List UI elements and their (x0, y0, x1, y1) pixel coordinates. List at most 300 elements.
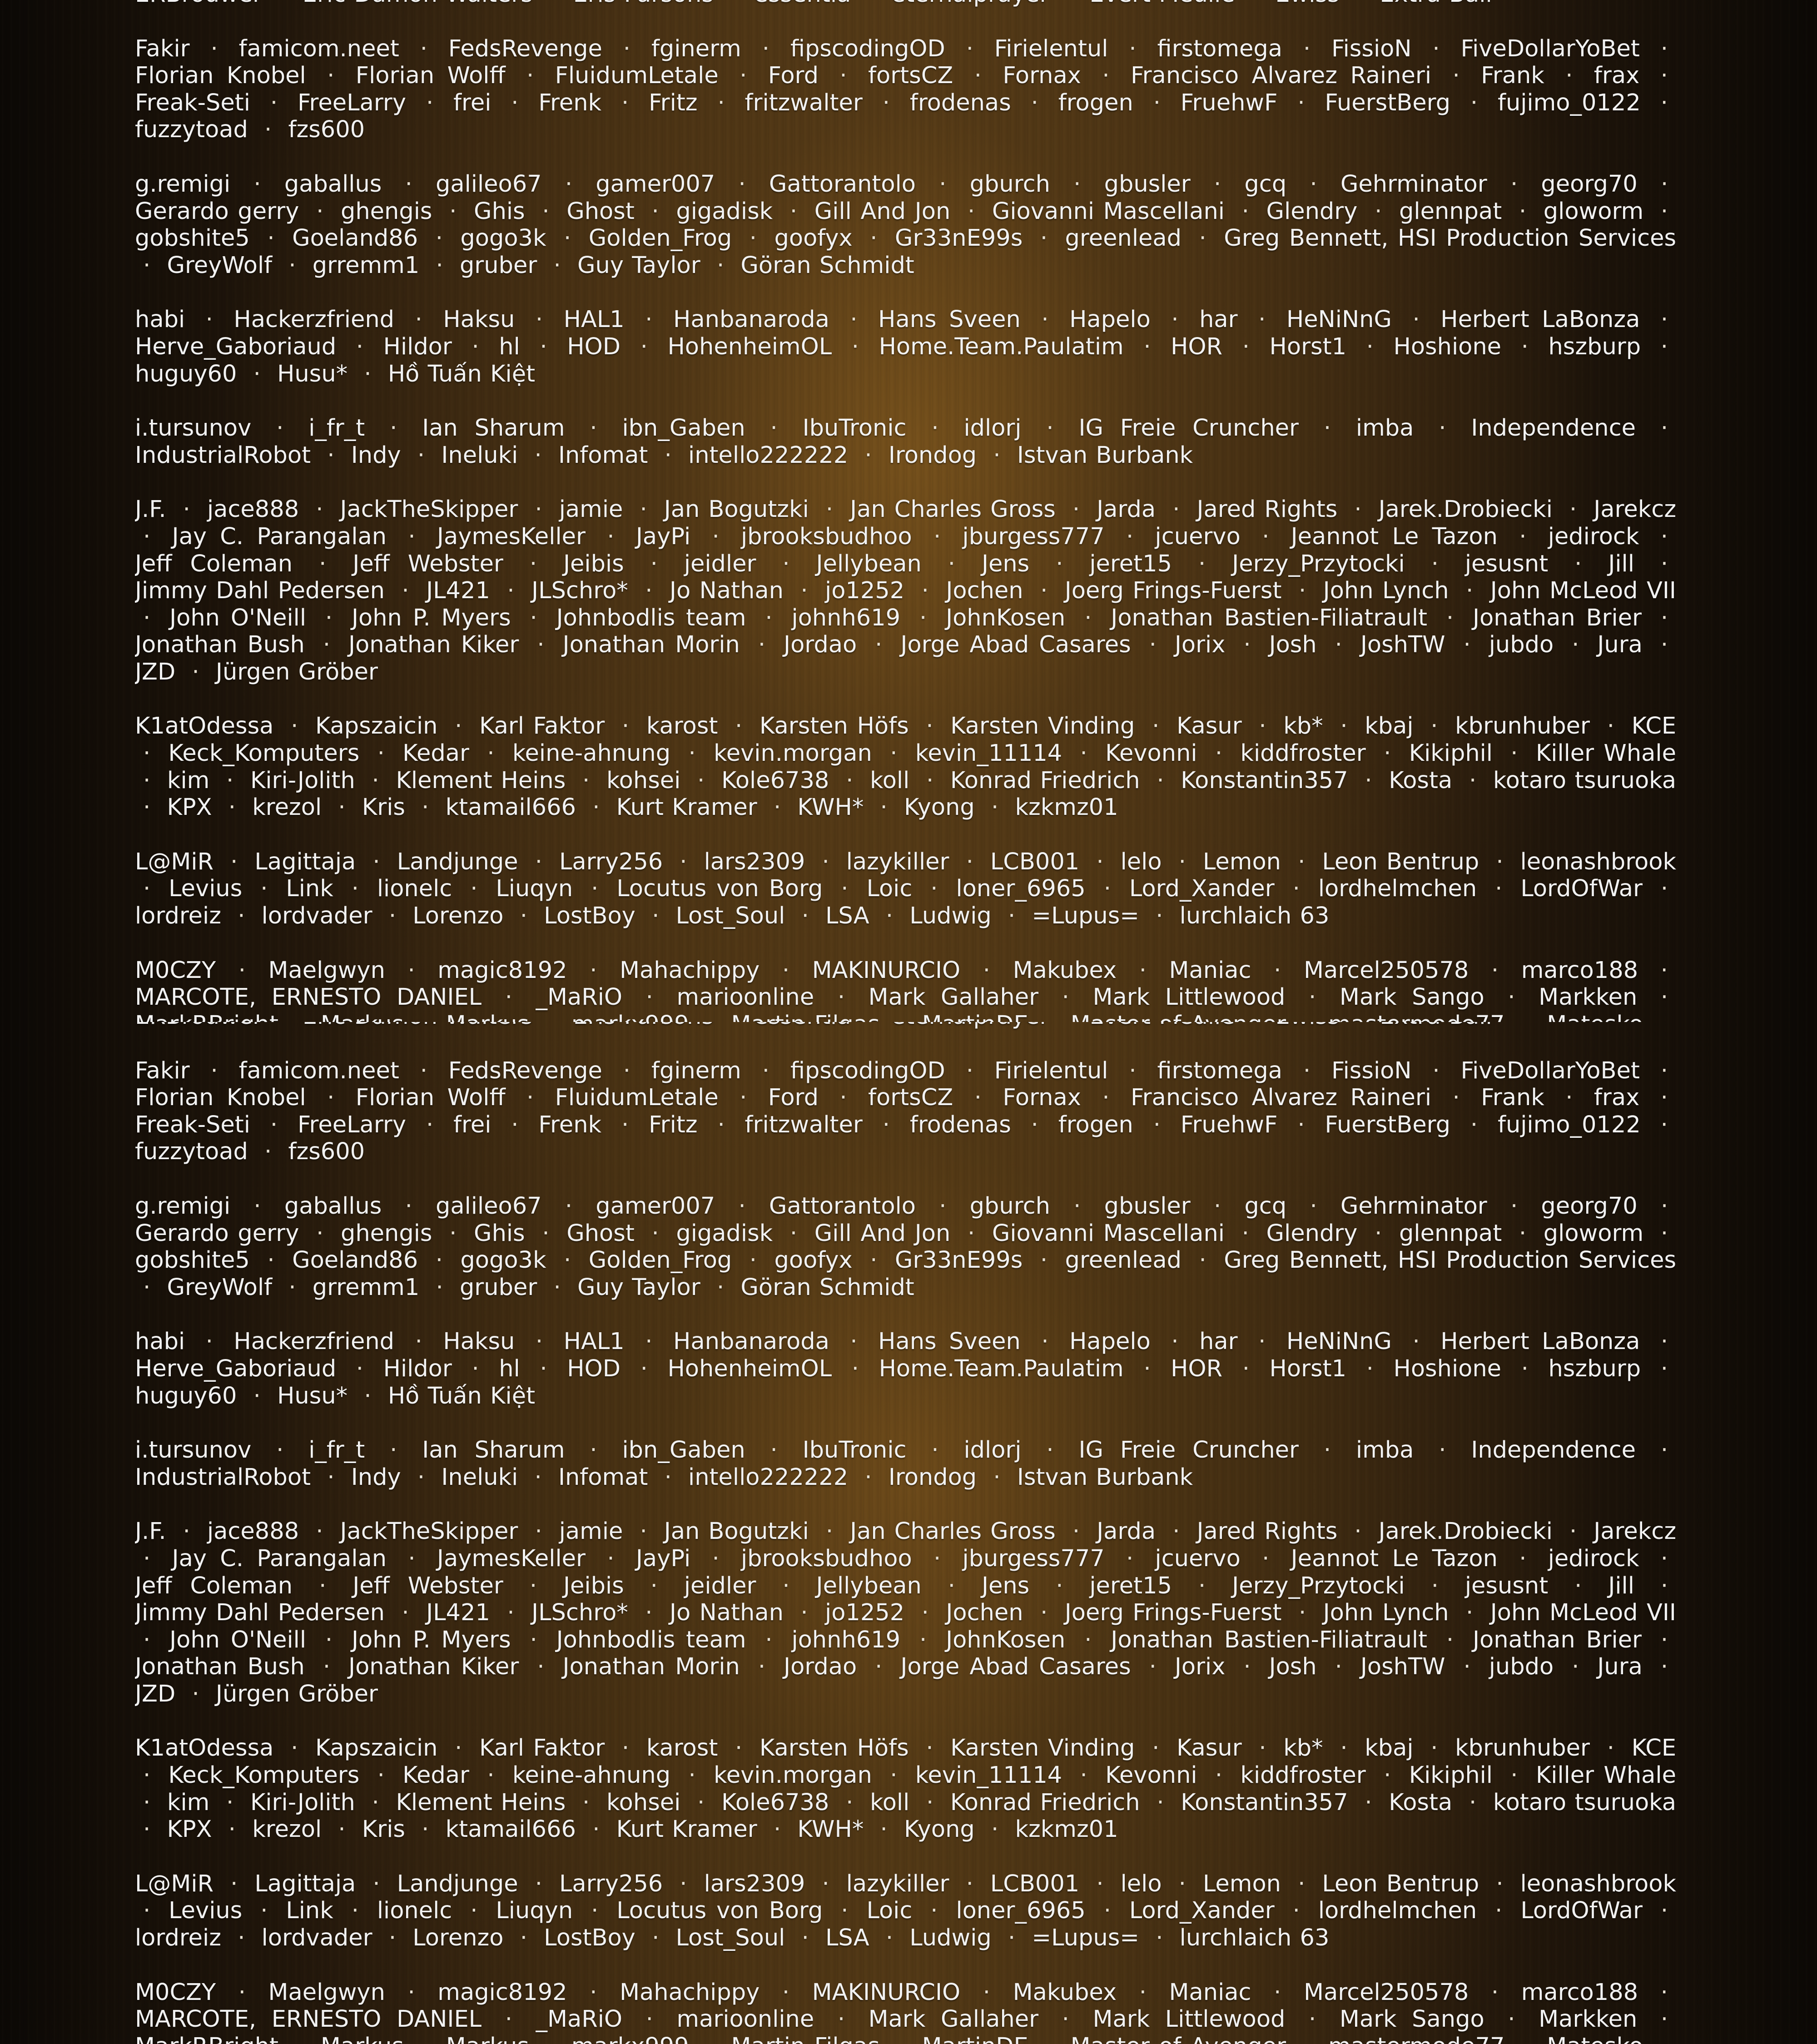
separator-dot: · (1502, 1762, 1526, 1789)
separator-dot: · (330, 794, 353, 821)
separator-dot: · (614, 1735, 637, 1761)
contributor-name: Herbert LaBonza (1440, 1328, 1640, 1355)
separator-dot: · (1135, 1355, 1159, 1382)
separator-dot: · (1033, 1328, 1057, 1355)
contributor-name: L@MiR (135, 1870, 213, 1897)
contributor-name: marco188 (1521, 957, 1638, 984)
contributor-name: Jimmy Dahl Pedersen (135, 1599, 385, 1626)
separator-dot: · (1144, 713, 1167, 739)
separator-dot: · (202, 1057, 226, 1084)
separator-dot: · (862, 1247, 885, 1274)
separator-dot: · (1358, 333, 1382, 360)
contributor-name: Irondog (889, 1464, 977, 1491)
contributor-name: frei (453, 89, 491, 116)
contributor-name: Kasur (1177, 713, 1242, 739)
separator-dot: · (369, 740, 393, 767)
separator-dot: · (1088, 1870, 1112, 1897)
contributor-name: fujimo_0122 (1498, 1111, 1641, 1138)
separator-dot: · (268, 1437, 292, 1464)
separator-dot: · (983, 1816, 1007, 1843)
separator-dot: · (1499, 2006, 1523, 2033)
separator-dot: · (413, 1816, 437, 1843)
separator-dot: · (1144, 1735, 1167, 1761)
separator-dot: · (1332, 1735, 1355, 1761)
separator-dot: · (1234, 333, 1258, 360)
contributor-name: jeret15 (1089, 1573, 1172, 1599)
contributor-name: fortsCZ (868, 62, 953, 89)
contributor-name: FruehwF (1181, 1111, 1278, 1138)
contributor-name: FissioN (1331, 1057, 1411, 1084)
separator-dot: · (531, 333, 555, 360)
separator-dot: · (958, 1057, 982, 1084)
separator-dot: · (918, 1735, 941, 1761)
contributor-name: fipscodingOD (790, 35, 945, 62)
separator-dot: · (1145, 89, 1169, 116)
contributor-name: FluidumLetale (555, 62, 719, 89)
contributor-name: marco188 (1521, 1979, 1638, 2006)
contributor-name: Konstantin357 (1181, 1789, 1348, 1816)
contributor-name: Mark Sango (1340, 2006, 1484, 2033)
contributor-name: JL421 (426, 1599, 490, 1626)
separator-dot: · (356, 1383, 379, 1409)
contributor-name: gogo3k (460, 1247, 546, 1274)
separator-dot: · (613, 89, 637, 116)
separator-dot: · (522, 605, 546, 631)
contributor-name: Horst1 (1270, 1355, 1347, 1382)
contributor-name: keine-ahnung (512, 1762, 670, 1789)
contributor-name: Guy Taylor (577, 1274, 700, 1301)
separator-dot: · (709, 252, 732, 279)
contributor-name: har (1199, 306, 1238, 333)
separator-dot: · (462, 875, 486, 902)
separator-dot: · (534, 198, 557, 225)
separator-dot: · (512, 903, 536, 929)
contributor-name: Kapszaicin (315, 713, 437, 739)
contributor-name: Lost_Soul (676, 1925, 785, 1951)
separator-dot: · (704, 1545, 727, 1572)
separator-dot: · (1422, 1735, 1446, 1761)
separator-dot: · (268, 415, 292, 442)
contributor-name: KPX (167, 794, 212, 821)
separator-dot: · (1207, 740, 1231, 767)
separator-dot: · (689, 1789, 713, 1816)
separator-dot: · (727, 713, 750, 739)
separator-dot: · (256, 116, 280, 143)
separator-dot: · (925, 523, 949, 550)
separator-dot: · (1163, 1328, 1187, 1355)
separator-dot: · (280, 252, 304, 279)
contributor-name: jubdo (1489, 1653, 1554, 1680)
separator-dot: · (1000, 1925, 1023, 1951)
separator-dot: · (308, 1518, 331, 1545)
separator-dot: · (135, 1545, 159, 1572)
contributor-name: Infomat (558, 442, 648, 469)
contributor-name: FuerstBerg (1325, 89, 1450, 116)
contributor-name: Kyong (904, 1816, 975, 1843)
separator-dot: · (1487, 1897, 1510, 1924)
separator-dot: · (1191, 225, 1215, 252)
separator-dot: · (754, 1057, 778, 1084)
contributor-name: John Lynch (1323, 1599, 1449, 1626)
contributor-name: fginerm (651, 35, 741, 62)
contributor-name: hl (499, 333, 520, 360)
separator-dot: · (1000, 903, 1023, 929)
separator-dot: · (1171, 848, 1194, 875)
separator-dot: · (382, 1437, 405, 1464)
contributor-name: Indy (351, 1464, 401, 1491)
contributor-name: Markken (1539, 984, 1637, 1011)
separator-dot: · (198, 1328, 221, 1355)
contributor-name: jubdo (1489, 631, 1554, 658)
contributor-name: Jorix (1175, 1653, 1226, 1680)
contributor-name: lionelc (377, 875, 452, 902)
separator-dot: · (794, 1925, 817, 1951)
separator-dot: · (1147, 903, 1171, 929)
contributor-name: galileo67 (436, 171, 542, 198)
separator-dot: · (765, 794, 789, 821)
contributor-name: magic8192 (437, 1979, 567, 2006)
contributor-name: JayPi (636, 1545, 690, 1572)
separator-dot: · (829, 984, 853, 1011)
contributor-name: Husu* (277, 1383, 348, 1409)
contributor-name: =Lupus= (1032, 1925, 1139, 1951)
contributor-name: Kedar (402, 1762, 469, 1789)
separator-dot: · (1653, 171, 1676, 198)
separator-dot: · (198, 306, 221, 333)
contributor-name: Jens (982, 1573, 1029, 1599)
contributor-name: Gill And Jon (814, 1220, 951, 1247)
separator-dot: · (574, 767, 598, 794)
separator-dot: · (794, 903, 817, 929)
contributor-name: Jonathan Bastien-Filiatrault (1111, 605, 1427, 631)
contributor-name: Jeannot Le Tazon (1291, 1545, 1498, 1572)
separator-dot: · (1032, 1247, 1056, 1274)
contributor-name: kotaro tsuruoka (1493, 767, 1676, 794)
contributor-name: Larry256 (559, 1870, 663, 1897)
separator-dot: · (311, 1573, 334, 1599)
contributor-name: Lorenzo (412, 903, 503, 929)
contributor-name: LostBoy (544, 903, 635, 929)
contributor-name: Mark Littlewood (1092, 984, 1285, 1011)
separator-dot: · (1502, 171, 1526, 198)
contributor-name: FreeLarry (298, 1111, 406, 1138)
separator-dot: · (872, 1816, 896, 1843)
separator-dot: · (319, 1464, 343, 1491)
separator-dot: · (833, 875, 856, 902)
contributor-name: glennpat (1399, 198, 1502, 225)
separator-dot: · (923, 415, 947, 442)
separator-dot: · (1076, 605, 1100, 631)
contributor-name: _MaRiO (536, 2006, 623, 2033)
contributor-name: Mark Gallaher (869, 2006, 1038, 2033)
contributor-name: Mahachippy (620, 957, 760, 984)
contributor-name: Herve_Gaboriaud (135, 1355, 336, 1382)
separator-dot: · (1234, 1355, 1258, 1382)
separator-dot: · (1356, 767, 1380, 794)
contributor-name: Hapelo (1069, 1328, 1151, 1355)
contributor-name: Jonathan Brier (1473, 605, 1642, 631)
separator-dot: · (462, 1897, 486, 1924)
contributor-name: IG Freie Cruncher (1078, 415, 1299, 442)
contributor-name: i_fr_t (308, 1437, 365, 1464)
contributor-name: Karsten Höfs (760, 713, 909, 739)
contributor-name: Gerardo gerry (135, 1220, 299, 1247)
separator-dot: · (1561, 496, 1585, 523)
contributor-name: HOD (567, 1355, 621, 1382)
separator-dot: · (975, 1979, 998, 2006)
contributor-name: Ludwig (909, 903, 991, 929)
contributor-name: g.remigi (135, 1193, 230, 1220)
contributor-name: Ineluki (441, 1464, 518, 1491)
contributor-name: Jay C. Parangalan (172, 523, 387, 550)
separator-dot: · (479, 740, 502, 767)
contributor-name: Maniac (1169, 1979, 1251, 2006)
contributor-name: Kris (362, 1816, 405, 1843)
separator-dot: · (556, 1247, 579, 1274)
separator-dot: · (317, 1627, 341, 1653)
separator-dot: · (644, 1220, 667, 1247)
separator-dot: · (1564, 631, 1587, 658)
separator-dot: · (1653, 1084, 1676, 1111)
separator-dot: · (463, 333, 487, 360)
separator-dot: · (330, 1816, 353, 1843)
separator-dot: · (581, 415, 605, 442)
contributor-name: kim (167, 767, 209, 794)
separator-dot: · (985, 1464, 1008, 1491)
contributor-name: Josh (1269, 631, 1317, 658)
separator-dot: · (526, 1464, 550, 1491)
contributor-name: lars2309 (704, 1870, 805, 1897)
separator-dot: · (1653, 89, 1676, 116)
separator-dot: · (262, 1111, 286, 1138)
separator-dot: · (479, 1762, 502, 1789)
contributor-name: kzkmz01 (1015, 1816, 1118, 1843)
contributor-name: Hans Sveen (878, 1328, 1021, 1355)
contributor-name: K1atOdessa (135, 713, 273, 739)
separator-dot: · (757, 605, 780, 631)
contributor-name: famicom.neet (239, 35, 399, 62)
separator-dot: · (135, 740, 159, 767)
contributor-name: Kevonni (1105, 1762, 1197, 1789)
contributor-name: kbaj (1365, 713, 1413, 739)
contributor-name: Glendry (1266, 1220, 1358, 1247)
separator-dot: · (1316, 415, 1339, 442)
separator-dot: · (1289, 89, 1313, 116)
separator-dot: · (1289, 1111, 1313, 1138)
contributor-name: Fakir (135, 35, 190, 62)
separator-dot: · (1653, 1627, 1676, 1653)
contributor-name: Kikiphil (1409, 1762, 1493, 1789)
contributor-name: Jeff Webster (352, 551, 503, 577)
contributor-name: LordOfWar (1520, 875, 1643, 902)
separator-dot: · (762, 1437, 786, 1464)
separator-dot: · (671, 1870, 695, 1897)
separator-dot: · (581, 1437, 605, 1464)
contributor-name: johnh619 (791, 1627, 900, 1653)
separator-dot: · (1653, 1897, 1676, 1924)
contributor-name: LCB001 (990, 848, 1079, 875)
contributor-name: kevin_11114 (915, 1762, 1062, 1789)
contributor-name: jace888 (207, 1518, 299, 1545)
contributor-name: Goeland86 (292, 1247, 418, 1274)
contributor-name: Frenk (538, 1111, 601, 1138)
contributor-name: kohsei (606, 767, 680, 794)
contributor-name: Jochen (946, 1599, 1023, 1626)
contributor-name: HAL1 (564, 1328, 625, 1355)
separator-dot: · (1207, 1762, 1231, 1789)
separator-dot: · (842, 1328, 865, 1355)
contributor-name: Jarekcz (1594, 1518, 1676, 1545)
contributor-name: Jarekcz (1594, 496, 1676, 523)
separator-dot: · (913, 577, 937, 604)
separator-dot: · (782, 1220, 805, 1247)
contributor-name: fuzzytoad (135, 1138, 248, 1165)
contributor-name: Karl Faktor (479, 713, 605, 739)
separator-dot: · (1653, 631, 1676, 658)
contributor-name: i.tursunov (135, 1437, 251, 1464)
separator-dot: · (534, 1220, 557, 1247)
separator-dot: · (1653, 984, 1676, 1011)
contributor-name: Ford (768, 62, 819, 89)
separator-dot: · (343, 1897, 367, 1924)
contributor-name: Jorge Abad Casares (900, 1653, 1131, 1680)
contributor-name: LCB001 (990, 1870, 1079, 1897)
separator-dot: · (757, 1627, 780, 1653)
contributor-name: Gr33nE99s (895, 1247, 1023, 1274)
contributor-name: IndustrialRobot (135, 1464, 311, 1491)
separator-dot: · (1511, 1220, 1534, 1247)
separator-dot: · (1488, 1870, 1511, 1897)
separator-dot: · (1375, 740, 1399, 767)
separator-dot: · (1358, 1355, 1382, 1382)
contributor-name: Ludwig (909, 1925, 991, 1951)
contributor-name: Jeibis (563, 1573, 624, 1599)
contributor-name: fipscodingOD (790, 1057, 945, 1084)
contributor-name: fritzwalter (745, 1111, 863, 1138)
separator-dot: · (1131, 957, 1155, 984)
separator-dot: · (959, 1220, 983, 1247)
separator-dot: · (1511, 198, 1534, 225)
separator-dot: · (407, 306, 431, 333)
contributor-name: Johnbodlis team (556, 605, 746, 631)
separator-dot: · (867, 631, 890, 658)
separator-dot: · (319, 62, 343, 89)
contributor-name: har (1199, 1328, 1238, 1355)
contributor-name: Marcel250578 (1304, 1979, 1469, 2006)
contributor-name: Jay C. Parangalan (172, 1545, 387, 1572)
contributor-name: Kurt Kramer (616, 1816, 757, 1843)
separator-dot: · (792, 577, 816, 604)
separator-dot: · (1511, 1545, 1534, 1572)
contributor-name: goofyx (774, 225, 853, 252)
contributor-name: jace888 (207, 496, 299, 523)
separator-dot: · (1653, 605, 1676, 631)
contributor-name: jeidler (684, 551, 756, 577)
separator-dot: · (882, 1762, 905, 1789)
contributor-name: FiveDollarYoBet (1460, 35, 1639, 62)
contributor-name: Infomat (558, 1464, 648, 1491)
contributor-name: Jared Rights (1196, 496, 1337, 523)
separator-dot: · (1511, 523, 1534, 550)
contributor-name: Lemon (1203, 848, 1281, 875)
contributor-name: frogen (1058, 89, 1133, 116)
contributor-name: John P. Myers (352, 1627, 511, 1653)
separator-dot: · (1366, 198, 1390, 225)
separator-dot: · (348, 333, 372, 360)
contributor-name: Kosta (1389, 1789, 1452, 1816)
contributor-name: JLSchro* (531, 577, 628, 604)
contributor-name: K1atOdessa (135, 1735, 273, 1761)
contributor-name: FuerstBerg (1325, 1111, 1450, 1138)
contributor-name: glennpat (1399, 1220, 1502, 1247)
contributor-name: Frenk (538, 89, 601, 116)
contributor-name: grremm1 (313, 252, 419, 279)
separator-dot: · (184, 1681, 207, 1707)
separator-dot: · (1566, 1573, 1590, 1599)
contributor-name: L@MiR (135, 848, 213, 875)
separator-dot: · (1462, 89, 1486, 116)
contributor-name: lordreiz (135, 903, 221, 929)
contributor-name: JaymesKeller (437, 523, 586, 550)
separator-dot: · (230, 957, 254, 984)
separator-dot: · (441, 198, 465, 225)
separator-dot: · (931, 171, 954, 198)
separator-dot: · (308, 496, 331, 523)
separator-dot: · (1295, 1057, 1319, 1084)
contributor-name: Jürgen Gröber (216, 1681, 378, 1707)
separator-dot: · (522, 1627, 546, 1653)
contributor-name: Hildor (383, 1355, 452, 1382)
separator-dot: · (831, 62, 855, 89)
contributor-name: lordvader (262, 1925, 372, 1951)
contributor-name: Jeff Webster (352, 1573, 503, 1599)
contributor-name: Haksu (443, 306, 515, 333)
separator-dot: · (1356, 1789, 1380, 1816)
contributor-name: Indy (351, 442, 401, 469)
separator-dot: · (413, 794, 437, 821)
separator-dot: · (918, 713, 941, 739)
contributor-name: Karsten Vinding (950, 713, 1135, 739)
contributor-name: jbrooksbudhoo (741, 523, 912, 550)
contributor-name: GreyWolf (167, 1274, 272, 1301)
separator-dot: · (940, 1573, 963, 1599)
contributor-name: jedirock (1548, 523, 1639, 550)
contributor-name: jamie (559, 496, 623, 523)
separator-dot: · (557, 1193, 581, 1220)
separator-dot: · (400, 1979, 423, 2006)
contributor-name: Locutus von Borg (616, 1897, 823, 1924)
separator-dot: · (1430, 1437, 1454, 1464)
contributor-name: lordvader (262, 903, 372, 929)
contributor-name: i_fr_t (308, 415, 365, 442)
contributor-name: KPX (167, 1816, 212, 1843)
contributor-name: ibn_Gaben (622, 1437, 745, 1464)
contributor-name: JayPi (636, 523, 690, 550)
separator-dot: · (1121, 35, 1144, 62)
contributor-name: goofyx (774, 1247, 853, 1274)
separator-dot: · (135, 523, 159, 550)
separator-dot: · (135, 794, 159, 821)
contributor-name: lurchlaich 63 (1180, 1925, 1330, 1951)
contributor-name: Horst1 (1270, 333, 1347, 360)
contributor-name: Makubex (1013, 1979, 1117, 2006)
contributor-name: Jonathan Morin (563, 631, 740, 658)
separator-dot: · (1094, 1084, 1117, 1111)
separator-dot: · (319, 442, 343, 469)
contributor-name: _MaRiO (536, 984, 623, 1011)
separator-dot: · (613, 1111, 637, 1138)
separator-dot: · (1653, 875, 1676, 902)
